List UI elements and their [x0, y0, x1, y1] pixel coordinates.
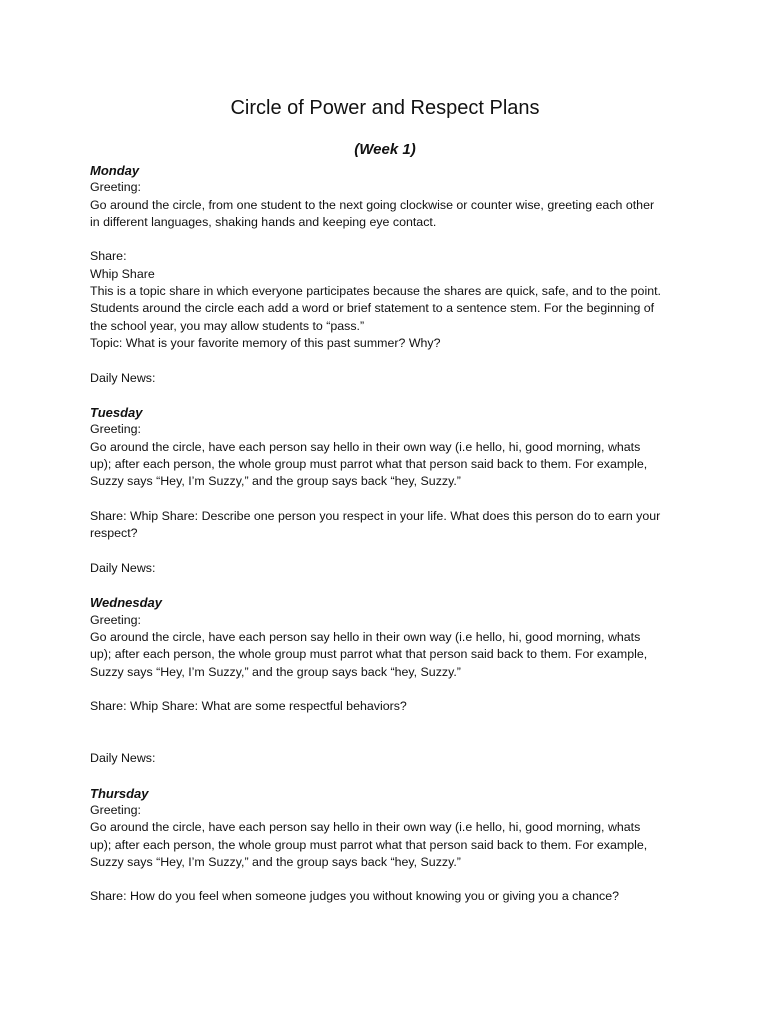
- day-heading-wednesday: Wednesday: [90, 595, 163, 611]
- share-text-line: the school year, you may allow students to “pass.”: [90, 318, 365, 333]
- greeting-text-line: Suzzy says “Hey, I’m Suzzy,” and the group says back “hey, Suzzy.”: [90, 474, 461, 489]
- greeting-text-line: up); after each person, the whole group must parrot what that person said back to them. For example,: [90, 647, 648, 662]
- greeting-text-line: in different languages, shaking hands and keeping eye contact.: [90, 214, 437, 229]
- day-heading-tuesday: Tuesday: [90, 405, 143, 421]
- greeting-text-line: up); after each person, the whole group must parrot what that person said back to them. For example,: [90, 837, 648, 852]
- daily-news-label: Daily News:: [90, 751, 156, 766]
- wednesday-section: [90, 594, 680, 784]
- share-text-line: Share: Whip Share: Describe one person you respect in your life. What does this person do to earn your: [90, 508, 661, 523]
- greeting-text-line: Go around the circle, have each person say hello in their own way (i.e hello, hi, good morning, whats: [90, 630, 641, 645]
- share-topic: Topic: What is your favorite memory of this past summer? Why?: [90, 335, 441, 350]
- greeting-text-line: Suzzy says “Hey, I’m Suzzy,” and the group says back “hey, Suzzy.”: [90, 664, 461, 679]
- greeting-label: Greeting:: [90, 612, 141, 627]
- share-text-line: This is a topic share in which everyone participates because the shares are quick, safe, and to the point.: [90, 284, 661, 299]
- share-text-line: Share: Whip Share: What are some respectful behaviors?: [90, 699, 407, 714]
- share-text-line: respect?: [90, 526, 138, 541]
- greeting-label: Greeting:: [90, 180, 141, 195]
- share-label: Share:: [90, 249, 127, 264]
- tuesday-section: [90, 404, 680, 594]
- share-type: Whip Share: [90, 266, 155, 281]
- day-heading-thursday: Thursday: [90, 785, 149, 801]
- share-text-line: Share: How do you feel when someone judges you without knowing you or giving you a chance?: [90, 889, 619, 904]
- greeting-label: Greeting:: [90, 802, 141, 817]
- greeting-text-line: Go around the circle, have each person say hello in their own way (i.e hello, hi, good morning, whats: [90, 820, 641, 835]
- document-body: [90, 162, 680, 906]
- share-text-line: Students around the circle each add a word or brief statement to a sentence stem. For the beginning of: [90, 301, 655, 316]
- week-subtitle: (Week 1): [354, 141, 416, 158]
- daily-news-label: Daily News:: [90, 560, 156, 575]
- greeting-text-line: Suzzy says “Hey, I’m Suzzy,” and the group says back “hey, Suzzy.”: [90, 854, 461, 869]
- monday-section: [90, 162, 680, 404]
- page-title: Circle of Power and Respect Plans: [230, 97, 540, 119]
- greeting-text-line: Go around the circle, have each person say hello in their own way (i.e hello, hi, good morning, whats: [90, 439, 641, 454]
- day-heading-monday: Monday: [90, 163, 140, 178]
- greeting-text-line: up); after each person, the whole group must parrot what that person said back to them. For example,: [90, 457, 648, 472]
- thursday-section: [90, 785, 680, 906]
- daily-news-label: Daily News:: [90, 370, 156, 385]
- greeting-text-line: Go around the circle, from one student to the next going clockwise or counter wise, greeting each other: [90, 197, 655, 212]
- document-page: [90, 0, 680, 1024]
- greeting-label: Greeting:: [90, 422, 141, 437]
